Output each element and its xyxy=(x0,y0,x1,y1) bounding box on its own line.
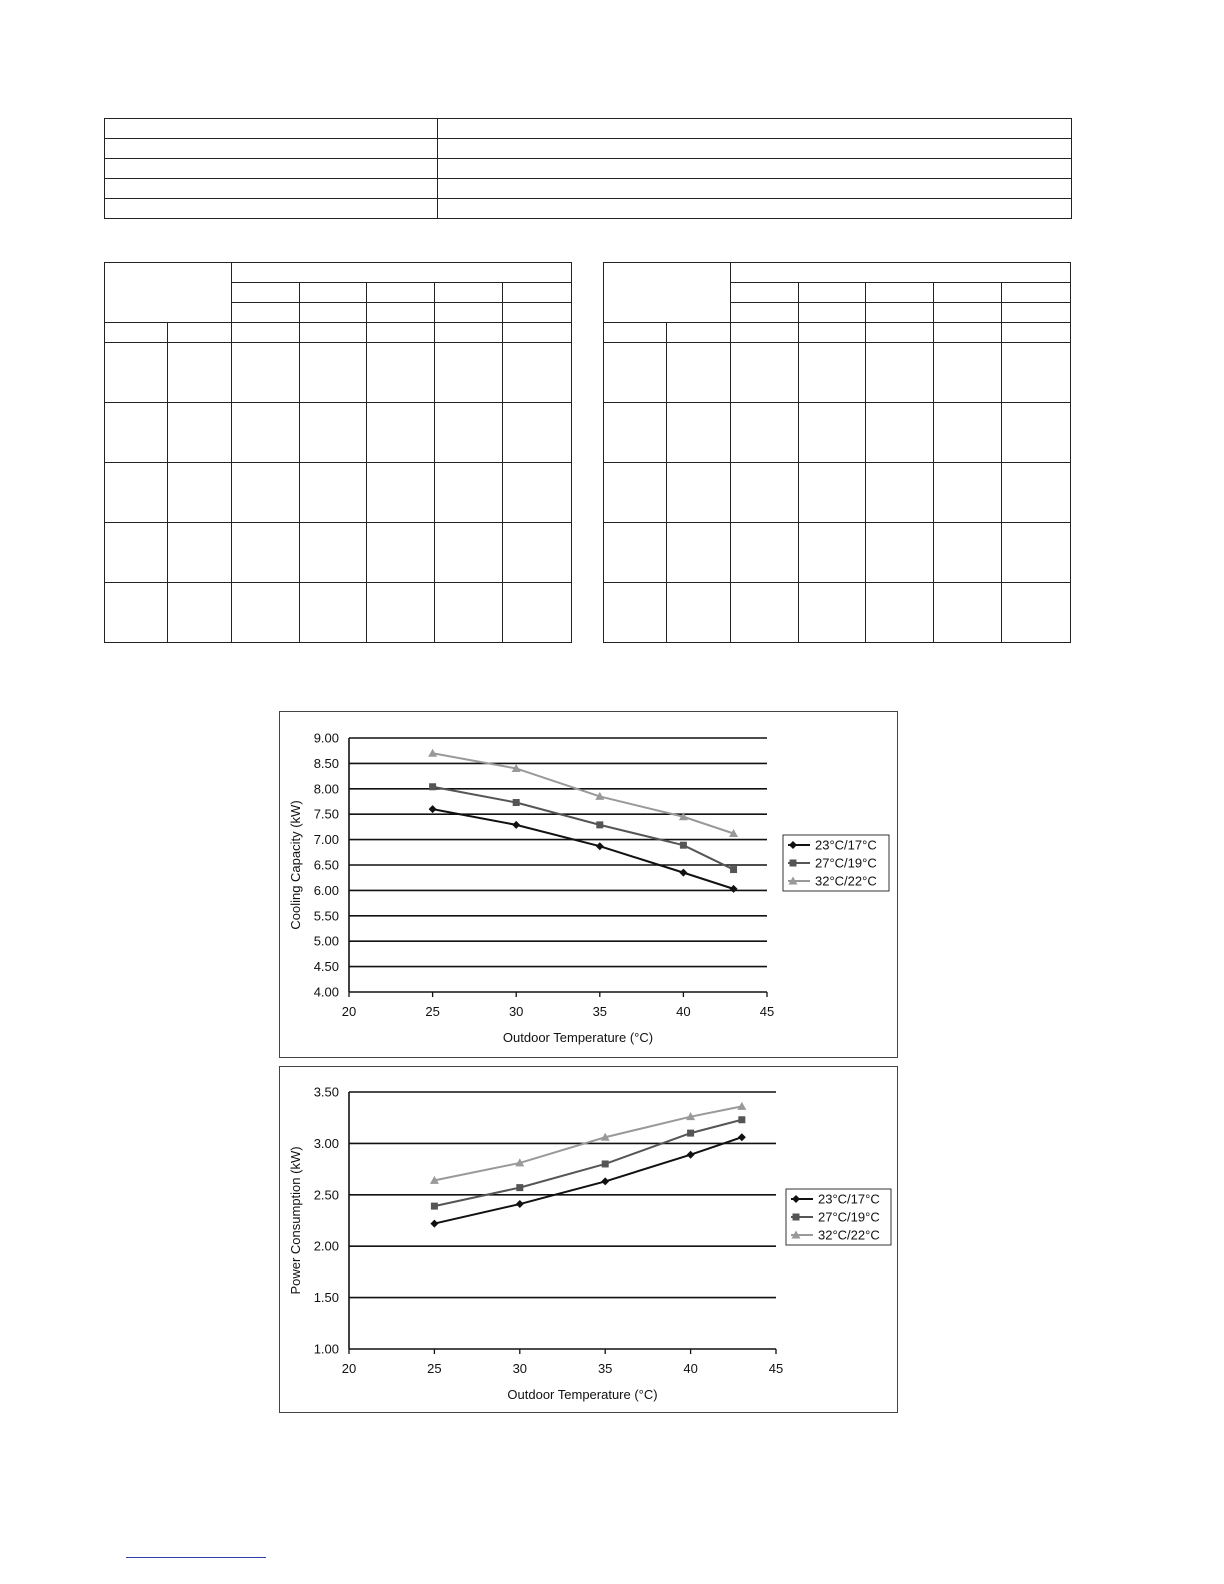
spec-table xyxy=(104,118,1072,219)
table-cell xyxy=(438,139,1072,159)
y-tick-label: 6.00 xyxy=(313,882,339,898)
table-cell xyxy=(438,159,1072,179)
table-row xyxy=(105,403,572,463)
x-tick-label: 20 xyxy=(341,1361,357,1376)
table-row xyxy=(105,323,572,343)
table-row xyxy=(105,263,572,283)
y-tick-label: 4.00 xyxy=(313,984,339,1000)
table-cell xyxy=(503,403,572,463)
x-tick-label: 20 xyxy=(341,1004,357,1019)
table-cell xyxy=(1002,323,1071,343)
legend-label: 23°C/17°C xyxy=(815,837,877,853)
table-cell xyxy=(367,323,435,343)
table-row xyxy=(105,463,572,523)
table-cell xyxy=(299,323,367,343)
table-row xyxy=(105,179,1072,199)
table-cell xyxy=(105,263,232,323)
data-point xyxy=(738,1116,745,1123)
y-tick-label: 7.00 xyxy=(313,832,339,848)
x-tick-label: 30 xyxy=(512,1361,528,1376)
table-cell xyxy=(167,323,231,343)
y-tick-label: 9.00 xyxy=(313,730,339,746)
table-cell xyxy=(167,523,231,583)
table-cell xyxy=(105,583,168,643)
table-cell xyxy=(604,523,667,583)
legend-label: 32°C/22°C xyxy=(818,1227,880,1243)
series-line xyxy=(433,787,734,870)
series-line xyxy=(434,1120,741,1206)
x-tick-label: 30 xyxy=(508,1004,524,1019)
table-cell xyxy=(105,523,168,583)
table-cell xyxy=(1002,583,1071,643)
table-row xyxy=(105,343,572,403)
table-cell xyxy=(105,199,438,219)
table-cell xyxy=(435,403,503,463)
y-axis-label: Power Consumption (kW) xyxy=(288,1146,303,1295)
table-cell xyxy=(604,263,731,323)
table-cell xyxy=(231,323,299,343)
legend-label: 27°C/19°C xyxy=(818,1209,880,1225)
x-tick-label: 35 xyxy=(592,1004,608,1019)
table-cell xyxy=(866,343,934,403)
table-cell xyxy=(105,403,168,463)
data-point xyxy=(687,1130,694,1137)
table-cell xyxy=(231,263,571,283)
table-cell xyxy=(798,343,866,403)
data-point xyxy=(596,842,604,850)
x-axis-label: Outdoor Temperature (°C) xyxy=(507,1387,658,1402)
table-cell xyxy=(730,583,798,643)
table-row xyxy=(105,583,572,643)
table-cell xyxy=(1002,463,1071,523)
table-cell xyxy=(730,463,798,523)
table-cell xyxy=(299,283,367,303)
y-tick-label: 1.50 xyxy=(313,1290,339,1306)
table-cell xyxy=(934,343,1002,403)
table-cell xyxy=(299,463,367,523)
table-cell xyxy=(231,343,299,403)
table-cell xyxy=(299,523,367,583)
data-point xyxy=(730,885,738,893)
table-row xyxy=(105,159,1072,179)
data-point xyxy=(596,821,603,828)
data-point xyxy=(430,1220,438,1228)
legend-label: 32°C/22°C xyxy=(815,873,877,889)
table-row xyxy=(604,523,1071,583)
table-row xyxy=(105,199,1072,219)
table-cell xyxy=(1002,343,1071,403)
table-cell xyxy=(503,323,572,343)
x-tick-label: 25 xyxy=(425,1004,440,1019)
data-point xyxy=(516,1200,524,1208)
table-cell xyxy=(367,283,435,303)
table-cell xyxy=(435,323,503,343)
table-cell xyxy=(730,323,798,343)
table-cell xyxy=(1002,283,1071,303)
cooling-capacity-chart xyxy=(279,711,898,1058)
table-row xyxy=(604,323,1071,343)
table-cell xyxy=(866,463,934,523)
legend-marker xyxy=(790,860,797,867)
table-row xyxy=(604,343,1071,403)
table-cell xyxy=(934,403,1002,463)
table-cell xyxy=(604,323,667,343)
y-tick-label: 8.50 xyxy=(313,755,339,771)
y-tick-label: 4.50 xyxy=(313,959,339,975)
data-point xyxy=(730,866,737,873)
y-tick-label: 6.50 xyxy=(313,857,339,873)
table-cell xyxy=(105,179,438,199)
table-cell xyxy=(798,323,866,343)
table-cell xyxy=(866,323,934,343)
table-cell xyxy=(934,583,1002,643)
series-line xyxy=(434,1137,741,1223)
y-tick-label: 2.00 xyxy=(313,1238,339,1254)
y-tick-label: 2.50 xyxy=(313,1187,339,1203)
table-cell xyxy=(435,303,503,323)
table-cell xyxy=(503,343,572,403)
table-cell xyxy=(798,303,866,323)
table-cell xyxy=(367,583,435,643)
data-point xyxy=(513,799,520,806)
data-point xyxy=(737,1102,746,1110)
table-cell xyxy=(367,463,435,523)
table-cell xyxy=(798,283,866,303)
table-cell xyxy=(299,403,367,463)
y-tick-label: 7.50 xyxy=(313,806,339,822)
table-row xyxy=(105,139,1072,159)
table-cell xyxy=(730,303,798,323)
table-cell xyxy=(231,283,299,303)
table-cell xyxy=(231,463,299,523)
table-cell xyxy=(934,523,1002,583)
table-row xyxy=(105,119,1072,139)
power-consumption-chart-svg xyxy=(280,1067,897,1412)
table-cell xyxy=(435,463,503,523)
data-point xyxy=(687,1151,695,1159)
series-line xyxy=(433,753,734,833)
data-point xyxy=(679,869,687,877)
table-cell xyxy=(798,583,866,643)
table-cell xyxy=(105,159,438,179)
table-cell xyxy=(438,179,1072,199)
table-cell xyxy=(730,403,798,463)
table-cell xyxy=(503,523,572,583)
table-cell xyxy=(167,463,231,523)
table-cell xyxy=(167,583,231,643)
x-tick-label: 40 xyxy=(683,1361,698,1376)
table-cell xyxy=(866,583,934,643)
table-cell xyxy=(604,463,667,523)
legend-label: 23°C/17°C xyxy=(818,1191,880,1207)
data-point xyxy=(512,821,520,829)
table-cell xyxy=(105,119,438,139)
y-tick-label: 3.00 xyxy=(313,1135,339,1151)
table-cell xyxy=(167,403,231,463)
table-cell xyxy=(666,323,730,343)
data-point xyxy=(431,1203,438,1210)
table-cell xyxy=(231,403,299,463)
table-cell xyxy=(435,523,503,583)
table-cell xyxy=(503,463,572,523)
table-cell xyxy=(730,283,798,303)
table-cell xyxy=(730,263,1070,283)
table-cell xyxy=(299,343,367,403)
table-row xyxy=(604,583,1071,643)
table-cell xyxy=(1002,523,1071,583)
table-cell xyxy=(367,523,435,583)
table-cell xyxy=(367,403,435,463)
table-cell xyxy=(438,199,1072,219)
table-cell xyxy=(435,283,503,303)
data-point xyxy=(680,842,687,849)
x-tick-label: 25 xyxy=(427,1361,442,1376)
table-cell xyxy=(1002,303,1071,323)
table-cell xyxy=(435,583,503,643)
cooling-capacity-chart-svg xyxy=(280,712,897,1057)
data-point xyxy=(429,783,436,790)
table-row xyxy=(604,463,1071,523)
y-axis-label: Cooling Capacity (kW) xyxy=(288,800,303,930)
table-cell xyxy=(604,583,667,643)
table-cell xyxy=(105,463,168,523)
table-cell xyxy=(503,283,572,303)
table-cell xyxy=(231,523,299,583)
y-tick-label: 5.50 xyxy=(313,908,339,924)
table-cell xyxy=(435,343,503,403)
data-point xyxy=(738,1133,746,1141)
legend-label: 27°C/19°C xyxy=(815,855,877,871)
table-cell xyxy=(105,343,168,403)
table-cell xyxy=(730,523,798,583)
table-cell xyxy=(503,583,572,643)
table-cell xyxy=(299,583,367,643)
x-tick-label: 45 xyxy=(759,1004,775,1019)
table-cell xyxy=(934,463,1002,523)
data-point xyxy=(601,1177,609,1185)
table-cell xyxy=(604,343,667,403)
table-cell xyxy=(105,139,438,159)
footer-rule xyxy=(126,1557,266,1558)
performance-table-left xyxy=(104,262,572,643)
table-cell xyxy=(934,303,1002,323)
table-row xyxy=(105,523,572,583)
table-cell xyxy=(367,343,435,403)
x-tick-label: 45 xyxy=(768,1361,784,1376)
table-cell xyxy=(666,463,730,523)
table-row xyxy=(604,263,1071,283)
y-tick-label: 8.00 xyxy=(313,781,339,797)
table-cell xyxy=(798,523,866,583)
table-cell xyxy=(866,303,934,323)
table-cell xyxy=(798,403,866,463)
data-point xyxy=(516,1184,523,1191)
table-cell xyxy=(798,463,866,523)
y-tick-label: 5.00 xyxy=(313,933,339,949)
x-tick-label: 35 xyxy=(597,1361,613,1376)
table-cell xyxy=(367,303,435,323)
y-tick-label: 3.50 xyxy=(313,1084,339,1100)
x-axis-label: Outdoor Temperature (°C) xyxy=(502,1030,654,1045)
table-cell xyxy=(299,303,367,323)
performance-table-right xyxy=(603,262,1071,643)
x-tick-label: 40 xyxy=(676,1004,691,1019)
table-cell xyxy=(666,583,730,643)
table-cell xyxy=(866,523,934,583)
table-cell xyxy=(666,343,730,403)
table-cell xyxy=(866,283,934,303)
data-point xyxy=(428,749,437,757)
table-cell xyxy=(503,303,572,323)
table-cell xyxy=(666,523,730,583)
table-cell xyxy=(231,303,299,323)
table-cell xyxy=(730,343,798,403)
y-tick-label: 1.00 xyxy=(313,1341,339,1357)
table-cell xyxy=(604,403,667,463)
table-cell xyxy=(231,583,299,643)
power-consumption-chart xyxy=(279,1066,898,1413)
table-cell xyxy=(934,323,1002,343)
data-point xyxy=(602,1160,609,1167)
data-point xyxy=(429,805,437,813)
table-cell xyxy=(1002,403,1071,463)
table-cell xyxy=(666,403,730,463)
legend-marker xyxy=(793,1214,800,1221)
table-cell xyxy=(167,343,231,403)
table-cell xyxy=(105,323,168,343)
table-cell xyxy=(866,403,934,463)
table-cell xyxy=(438,119,1072,139)
table-row xyxy=(604,403,1071,463)
table-cell xyxy=(934,283,1002,303)
